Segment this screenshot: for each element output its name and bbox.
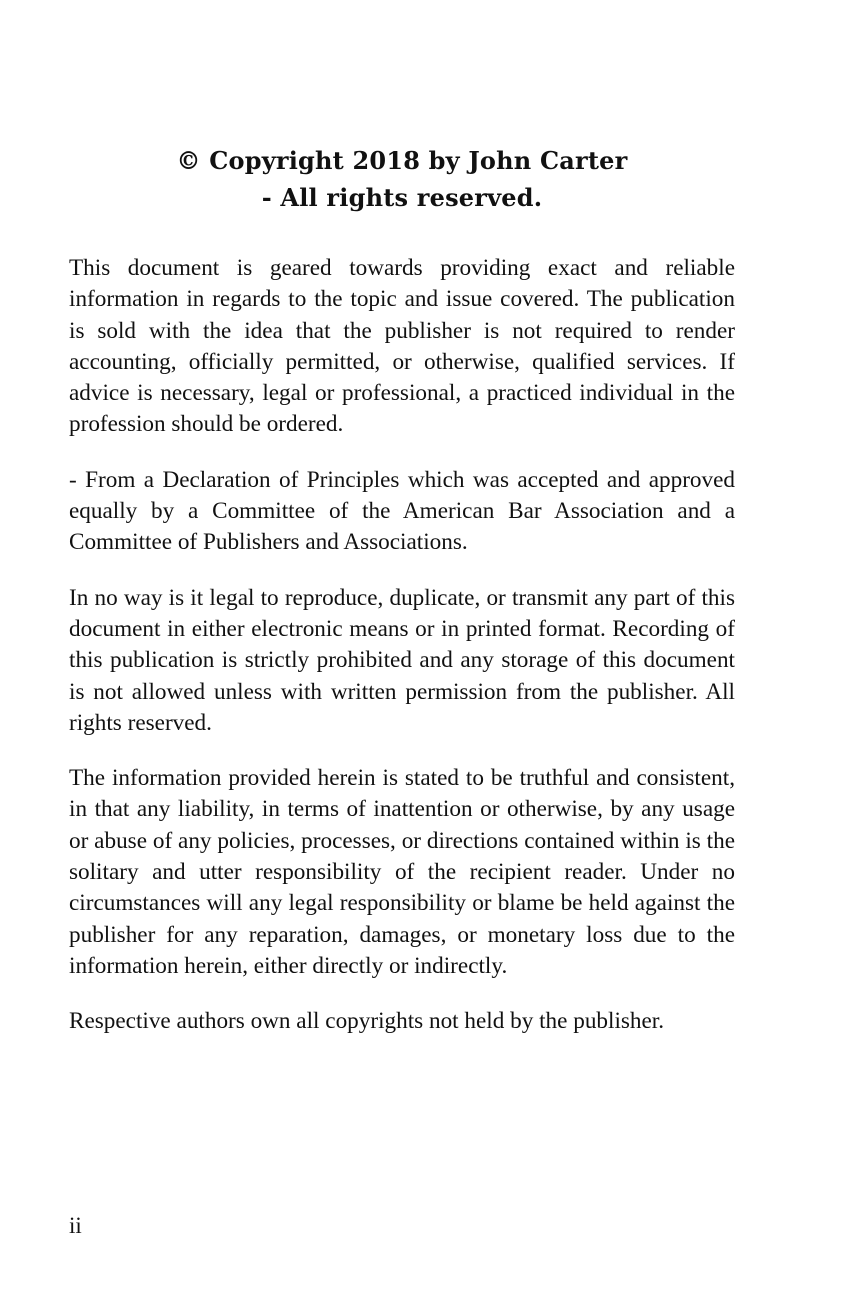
paragraph-disclaimer: This document is geared towards providing exact and reliable information in regards to the topic and issue covered. The publication is sold with the idea that the publisher is not required to render accounting, officially permitted, or otherwise, qualified services. If advice is necessary, legal or professional, a practiced individual in the profession should be ordered. <box>69 255 735 438</box>
paragraph-liability: The information provided herein is stated to be truthful and consistent, in that any liability, in terms of inattention or otherwise, by any usage or abuse of any policies, processes, or directions contained within is the solitary and utter responsibility of the recipient reader. Under no circumstances will any legal responsibility or blame be held against the publisher for any reparation, damages, or monetary loss due to the information herein, either directly or indirectly. <box>69 765 735 979</box>
page-number: ii <box>69 1213 82 1238</box>
copyright-title <box>0 142 804 216</box>
paragraph-declaration: - From a Declaration of Principles which was accepted and approved equally by a Committee of the American Bar Association and a Committee of Publishers and Associations. <box>69 466 735 556</box>
copyright-body <box>69 253 735 1062</box>
paragraph-authors-copyright: Respective authors own all copyrights not held by the publisher. <box>69 1008 665 1035</box>
copyright-title-line-2: - All rights reserved. <box>261 183 543 212</box>
paragraph-reproduction: In no way is it legal to reproduce, duplicate, or transmit any part of this document in either electronic means or in printed format. Recording of this publication is strictly prohibited and any storage of this document is not allowed unless with written permission from the publisher. All rights reserved. <box>69 584 735 736</box>
copyright-title-line-1: © Copyright 2018 by John Carter <box>176 146 628 175</box>
